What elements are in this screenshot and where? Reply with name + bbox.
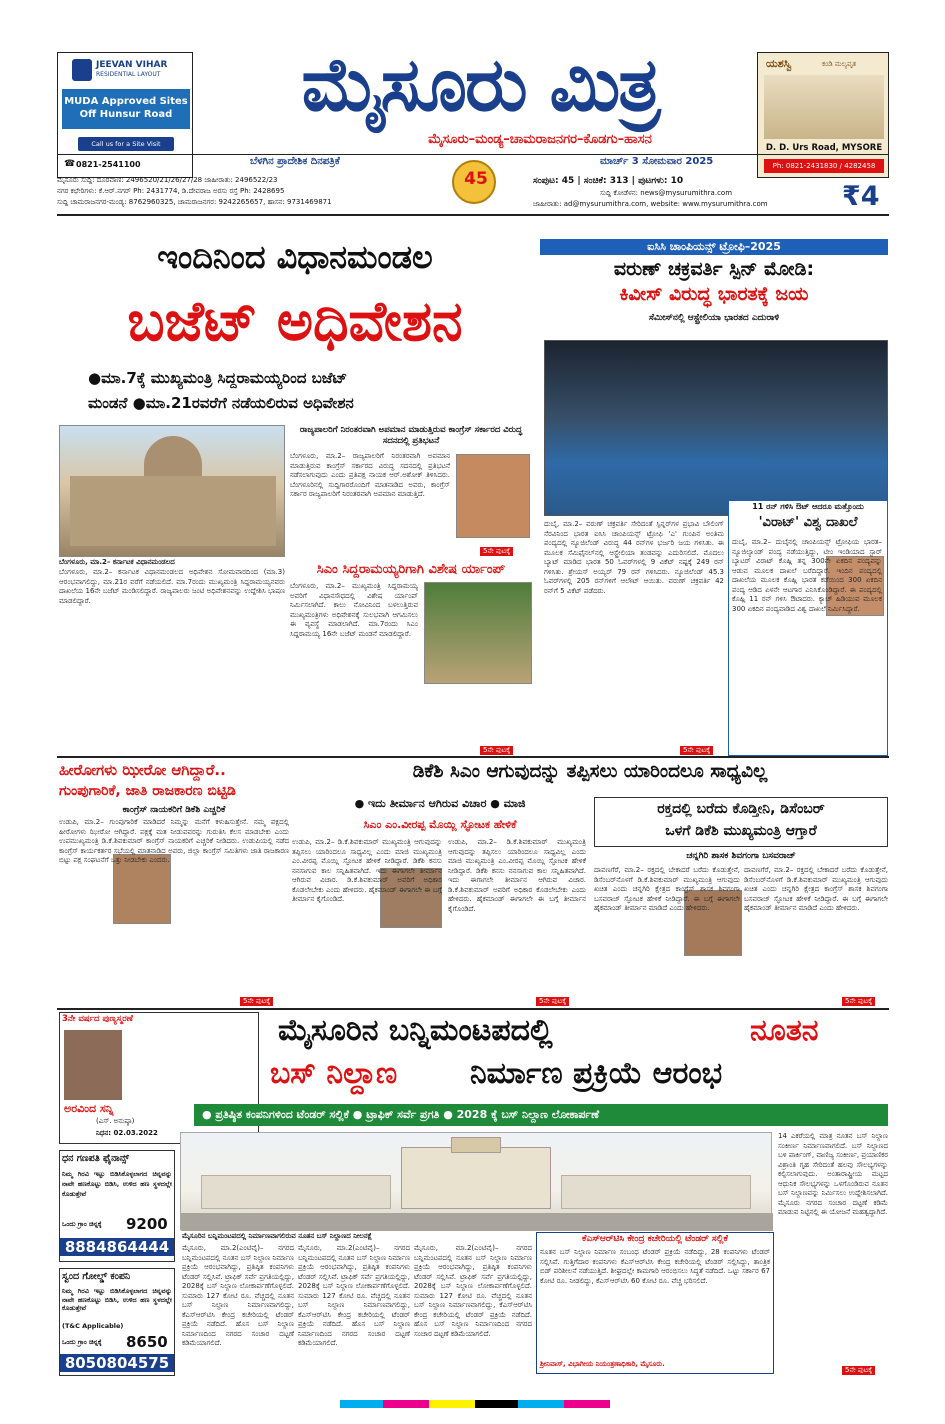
ad-sub: RESIDENTIAL LAYOUT [96, 71, 161, 78]
cricket-sub: ಸೆಮೀಸ್‌ನಲ್ಲಿ ಆಸ್ಟ್ರೇಲಿಯಾ ಭಾರತದ ಎದುರಾಳಿ [648, 313, 780, 323]
ad-finance-2-title: ಸ್ವಂದ ಗೋಲ್ಡ್ ಕಂಪನಿ [62, 1271, 131, 1282]
cricket-body: ದುಬೈ, ಮಾ.2– ವರುಣ್ ಚಕ್ರವರ್ತಿ ಸೇರಿದಂತೆ ಸ್ಪಿನ್ನರ್‌ಗಳ ಪ್ರಭಾವಿ ಬೌಲಿಂಗ್ ನೆರವಿನಿಂದ ಭಾರತ ಐಸಿಸಿ ಚಾಂಪಿಯನ್ಸ್ ಟ್ರೋಫಿ 'ಎ' ಗುಂಪಿನ ಅಂತಿಮ ಪಂದ್ಯದಲ್ಲಿ ನ್ಯೂಜಿಲೆಂಡ್ ವಿರುದ್ಧ 44 ರನ್‌ಗಳ ಭರ್ಜರಿ ಜಯ ಗಳಿಸಿತು. ಈ ಮೂಲಕ ಸೆಮಿಫೈನಲ್‌ನಲ್ಲಿ ಆಸ್ಟ್ರೇಲಿಯಾ ತಂಡವನ್ನು ಎದುರಿಸಲಿದೆ. ಮೊದಲು ಬ್ಯಾಟ್ ಮಾಡಿದ ಭಾರತ 50 ಓವರ್‌ಗಳಲ್ಲಿ 9 ವಿಕೆಟ್ ನಷ್ಟಕ್ಕೆ 249 ರನ್ ಗಳಿಸಿತು. ಶ್ರೇಯಸ್ ಅಯ್ಯರ್ 79 ರನ್ ಗಳಿಸಿದರು. ನ್ಯೂಜಿಲೆಂಡ್ 45.3 ಓವರ್‌ಗಳಲ್ಲಿ 205 ರನ್‌ಗಳಿಗೆ ಆಲೌಟ್ ಆಯಿತು. ವರುಣ್ ಚಕ್ರವರ್ತಿ 42 ರನ್‌ಗೆ 5 ವಿಕೆಟ್ ಪಡೆದರು. [544, 520, 724, 595]
ashok-photo [456, 454, 530, 538]
dk-body-2: ಉಡುಪಿ, ಮಾ.2– ಡಿ.ಕೆ.ಶಿವಕುಮಾರ್ ಮುಖ್ಯಮಂತ್ರಿ ಆಗುವುದನ್ನು ತಪ್ಪಿಸಲು ಯಾರಿಂದಲೂ ಸಾಧ್ಯವಿಲ್ಲ ಎಂದು ಮಾಜಿ ಮುಖ್ಯಮಂತ್ರಿ ಎಂ.ವೀರಪ್ಪ ಮೊಯ್ಲಿ ಸ್ಫೋಟಕ ಹೇಳಿಕೆ ನೀಡಿದ್ದಾರೆ. ಡಿಕೆಶಿ ಕನಸು ನನಸಾಗುವ ಕಾಲ ಸನ್ನಿಹಿತವಾಗಿದೆ. ಇದು ಈಗಾಗಲೇ ತೀರ್ಮಾನ ಆಗಿರುವ ವಿಚಾರ. ಡಿ.ಕೆ.ಶಿವಕುಮಾರ್ ಅವರಿಗೆ ಅಧಿಕಾರ ಕೊಡಲೇಬೇಕು ಎಂದು ಹೇಳಿದರು. ಹೈಕಮಾಂಡ್ ಈಗಾಗಲೇ ಈ ಬಗ್ಗೆ ತೀರ್ಮಾನ ಕೈಗೊಂಡಿದೆ. [448, 838, 586, 913]
bus-body-col-1: ಮೈಸೂರು, ಮಾ.2(ಎಂಟಿವೈ)– ನಗರದ ಬನ್ನಿಮಂಟಪದಲ್ಲಿ ನೂತನ ಬಸ್ ನಿಲ್ದಾಣ ನಿರ್ಮಾಣ ಪ್ರಕ್ರಿಯೆ ಆರಂಭವಾಗಿದ್ದು, ಪ್ರತಿಷ್ಠಿತ ಕಂಪನಿಗಳು ಟೆಂಡರ್ ಸಲ್ಲಿಸಿವೆ. ಟ್ರಾಫಿಕ್ ಸರ್ವೆ ಪ್ರಗತಿಯಲ್ಲಿದ್ದು, 2028ಕ್ಕೆ ಬಸ್ ನಿಲ್ದಾಣ ಲೋಕಾರ್ಪಣೆಗೊಳ್ಳಲಿದೆ. ಸುಮಾರು 127 ಕೋಟಿ ರೂ. ವೆಚ್ಚದಲ್ಲಿ ನೂತನ ಬಸ್ ನಿಲ್ದಾಣ ನಿರ್ಮಾಣವಾಗಲಿದ್ದು, ಕೆಎಸ್ಆರ್‌ಟಿಸಿ ಕೇಂದ್ರ ಕಚೇರಿಯಲ್ಲಿ ಟೆಂಡರ್ ಪ್ರಕ್ರಿಯೆ ನಡೆದಿದೆ. ಹೊಸ ಬಸ್ ನಿಲ್ದಾಣ ನಿರ್ಮಾಣದಿಂದ ನಗರದ ಸಂಚಾರ ದಟ್ಟಣೆ ಕಡಿಮೆಯಾಗಲಿದೆ. [182, 1244, 294, 1347]
ad-headline: MUDA Approved Sites Off Hunsur Road [62, 89, 190, 129]
ad-sub: ಕಂಡಿ ಮಲ್ಯವೃತ [822, 60, 857, 68]
volume-info: ಸಂಪುಟ: 45 | ಸಂಚಿಕೆ: 313 | ಪುಟಗಳು: 10 [533, 176, 684, 186]
ad-phone: Ph: 0821-2431830 / 4282458 [764, 159, 884, 173]
vidhana-soudha-photo [59, 425, 285, 557]
bus-tender-title: ಕೆಎಸ್‌ಆರ್‌ಟಿಸಿ ಕೇಂದ್ರ ಕಚೇರಿಯಲ್ಲಿ ಟೆಂಡರ್ ಸಲ್ಲಿಕೆ [582, 1234, 728, 1244]
bus-tender-body: ನೂತನ ಬಸ್ ನಿಲ್ದಾಣ ನಿರ್ಮಾಣ ಸಂಬಂಧ ಟೆಂಡರ್ ಪ್ರಕ್ರಿಯೆ ನಡೆದಿದ್ದು, 28 ಕಂಪನಿಗಳು ಟೆಂಡರ್ ಸಲ್ಲಿಸಿವೆ. ಗುತ್ತಿಗೆದಾರ ಕಂಪನಿಗಳು ಕೆಎಸ್ಆರ್‌ಟಿಸಿ ಕೇಂದ್ರ ಕಚೇರಿಯಲ್ಲಿ ಟೆಂಡರ್ ಸಲ್ಲಿಸಿದ್ದು, ತಾಂತ್ರಿಕ ಬಿಡ್ ಪರಿಶೀಲನೆ ನಡೆಯುತ್ತಿದೆ. ಶೀಘ್ರದಲ್ಲೇ ಕಾಮಗಾರಿ ಆರಂಭಿಸಲು ಸಿದ್ಧತೆ ನಡೆದಿದೆ. ಒಟ್ಟು ಸರ್ಕಾರ 67 ಕೋಟಿ ರೂ. ನೀಡಲಿದ್ದು, ಕೆಎಸ್ಆರ್‌ಟಿಸಿ 60 ಕೋಟಿ ರೂ. ವೆಚ್ಚ ಭರಿಸಲಿದೆ. [540, 1248, 770, 1285]
lead-subheadline: ರಾಜ್ಯಪಾಲರಿಗೆ ನಿರಂತರವಾಗಿ ಅಪಮಾನ ಮಾಡುತ್ತಿರುವ ಕಾಂಗ್ರೆಸ್ ಸರ್ಕಾರದ ವಿರುದ್ಧ ಸದನದಲ್ಲಿ ಪ್ರತಿಭಟನೆ [299, 425, 523, 446]
blood-sub: ಚನ್ನಗಿರಿ ಶಾಸಕ ಶಿವಗಂಗಾ ಬಸವರಾಜ್ [686, 851, 796, 861]
bus-tender-sign: ಶ್ರೀನಿವಾಸ್, ವಿಭಾಗೀಯ ನಿಯಂತ್ರಣಾಧಿಕಾರಿ, ಮೈಸೂರು. [540, 1360, 665, 1368]
heroes-sub: ಕಾಂಗ್ರೆಸ್ ನಾಯಕರಿಗೆ ಡಿಕೆಶಿ ಎಚ್ಚರಿಕೆ [122, 805, 226, 815]
obituary-role: (ಎಸ್. ಅನುಷ್ಠಾ) [96, 1117, 135, 1125]
bus-headline-1b: ನೂತನ [750, 1013, 819, 1048]
contact-line-2: ನಗರ ಕಛೇರಿಗಳು: ಕೆ.ಆರ್.ನಗರ್ Ph: 2431774, ಡಿ.ದೇವರಾಜ ಅರಸು ರಸ್ತೆ Ph: 2428695 [57, 187, 285, 195]
ad-finance-2-phone: 8050804575 [60, 1354, 174, 1372]
ramp-body: ಬೆಂಗಳೂರು, ಮಾ.2– ಮುಖ್ಯಮಂತ್ರಿ ಸಿದ್ದರಾಮಯ್ಯ ಅವರಿಗೆ ವಿಧಾನಸೌಧದಲ್ಲಿ ವಿಶೇಷ ರ್ಯಾಂಪ್ ನಿರ್ಮಿಸಲಾಗಿದೆ. ಕಾಲು ನೋವಿನಿಂದ ಬಳಲುತ್ತಿರುವ ಮುಖ್ಯಮಂತ್ರಿಗಳು ಅಧಿವೇಶನಕ್ಕೆ ಸುಲಭವಾಗಿ ಆಗಮಿಸಲು ಈ ವ್ಯವಸ್ಥೆ ಮಾಡಲಾಗಿದೆ. ಮಾ.7ರಂದು ಸಿಎಂ ಸಿದ್ದರಾಮಯ್ಯ 16ನೇ ಬಜೆಟ್ ಮಂಡನೆ ಮಾಡಲಿದ್ದಾರೆ. [290, 582, 418, 638]
ad-finance-1-body: ನಿಮ್ಮ ಗಿರವಿ ಇಟ್ಟು ಬಿಡಿಸಿಕೊಳ್ಳಲಾಗದ ಚಿನ್ನವನ್ನು ನಾವೇ ಹಣಕೊಟ್ಟು ಬಿಡಿಸಿ, ಉಳಿದ ಹಣ ಸ್ಥಳದಲ್ಲೇ ಕೊಡುತ್ತೇವೆ [62, 1170, 172, 1198]
registration-marks [340, 1400, 610, 1408]
contact-line-3: ಸುದ್ದಿ ಚಾಮರಾಜನಗರ-ಮಂಡ್ಯ: 8762960325, ಚಾಮರಾಜನಗರ: 9242265657, ಹಾಸನ: 9731469871 [57, 198, 332, 206]
lead-body: ಬೆಂಗಳೂರು, ಮಾ.2– ರಾಜ್ಯಪಾಲರಿಗೆ ನಿರಂತರವಾಗಿ ಅಪಮಾನ ಮಾಡುತ್ತಿರುವ ಕಾಂಗ್ರೆಸ್ ಸರ್ಕಾರದ ವಿರುದ್ಧ ಸದನದಲ್ಲಿ ಪ್ರತಿಭಟನೆ ನಡೆಸಲಾಗುವುದು ಎಂದು ಪ್ರತಿಪಕ್ಷ ನಾಯಕ ಆರ್.ಅಶೋಕ್ ತಿಳಿಸಿದರು. ಬೆಂಗಳೂರಿನಲ್ಲಿ ಸುದ್ದಿಗಾರರೊಂದಿಗೆ ಮಾತನಾಡಿದ ಅವರು, ಕಾಂಗ್ರೆಸ್ ಸರ್ಕಾರ ರಾಜ್ಯಪಾಲರಿಗೆ ನಿರಂತರವಾಗಿ ಅಪಮಾನ ಮಾಡುತ್ತಿದೆ. [290, 452, 450, 498]
ad-finance-1-phone: 8884864444 [60, 1238, 174, 1256]
bus-bar: ● ಪ್ರತಿಷ್ಠಿತ ಕಂಪನಿಗಳಿಂದ ಟೆಂಡರ್ ಸಲ್ಲಿಕೆ ● ಟ್ರಾಫಿಕ್ ಸರ್ವೆ ಪ್ರಗತಿ ● 2028 ಕ್ಕೆ ಬಸ್ ನಿಲ್ದಾಣ ಲೋಕಾರ್ಪಣೆ [194, 1104, 888, 1126]
masthead-title: ಮೈಸೂರು ಮಿತ್ರ [301, 42, 659, 128]
blood-continued: 5ನೇ ಪುಟಕ್ಕೆ [842, 997, 875, 1006]
lead-continued: 5ನೇ ಪುಟಕ್ಕೆ [480, 547, 513, 556]
cricket-headline-2: ಕಿವೀಸ್ ವಿರುದ್ಧ ಭಾರತಕ್ಕೆ ಜಯ [619, 283, 809, 305]
virat-body: ದುಬೈ, ಮಾ.2– ದುಬೈನಲ್ಲಿ ಚಾಂಪಿಯನ್ಸ್ ಟ್ರೋಫಿಯ ಭಾರತ–ನ್ಯೂಜಿಲ್ಯಾಂಡ್ ಪಂದ್ಯ ನಡೆಯುತ್ತಿದ್ದು, ಟೀಂ ಇಂಡಿಯಾದ ಸ್ಟಾರ್ ಬ್ಯಾಟರ್ ವಿರಾಟ್ ಕೊಹ್ಲಿ ತನ್ನ 300ನೇ ಏಕದಿನ ಪಂದ್ಯವನ್ನು ಆಡುವ ಮೂಲಕ ದಾಖಲೆ ಬರೆದಿದ್ದಾರೆ. ಇಂದಿನ ಪಂದ್ಯದಲ್ಲಿ ದಾಖಲೆಯ ಮೂಲಕ ಕೊಹ್ಲಿ ಭಾರತ ಕಡೆಯಿಂದ 300 ಏಕದಿನ ಪಂದ್ಯ ಆಡಿದ ಏಳನೇ ಆಟಗಾರ ಎನಿಸಿಕೊಂಡಿದ್ದಾರೆ. ಈ ಪಂದ್ಯದಲ್ಲಿ ಕೊಹ್ಲಿ 11 ರನ್ ಗಳಿಸಿ ಔಟಾದರು. ಕ್ಯಾಚ್ ಹಿಡಿಯುವ ಮೂಲಕ 300 ಏಕದಿನ ಪಂದ್ಯವಾಡಿದ ವಿಶ್ವ ದಾಖಲೆ ನಿರ್ಮಿಸಿದ್ದಾರೆ. [732, 538, 882, 613]
dk-continued: 5ನೇ ಪುಟಕ್ಕೆ [536, 997, 569, 1006]
lead-bullet-1: ●ಮಾ.7ಕ್ಕೆ ಮುಖ್ಯಮಂತ್ರಿ ಸಿದ್ದರಾಮಯ್ಯರಿಂದ ಬಜೆಟ್ [88, 369, 348, 387]
ramp-body-2 [424, 688, 532, 742]
ad-finance-1-rate: 9200 [126, 1215, 168, 1233]
heroes-headline-2: ಗುಂಪುಗಾರಿಕೆ, ಜಾತಿ ರಾಜಕಾರಣ ಬಿಟ್ಟಿಡಿ [59, 783, 236, 799]
bus-headline-2a: ಬಸ್ ನಿಲ್ದಾಣ [270, 1056, 398, 1091]
bus-body-col-3: ಮೈಸೂರು, ಮಾ.2(ಎಂಟಿವೈ)– ನಗರದ ಬನ್ನಿಮಂಟಪದಲ್ಲಿ ನೂತನ ಬಸ್ ನಿಲ್ದಾಣ ನಿರ್ಮಾಣ ಪ್ರಕ್ರಿಯೆ ಆರಂಭವಾಗಿದ್ದು, ಪ್ರತಿಷ್ಠಿತ ಕಂಪನಿಗಳು ಟೆಂಡರ್ ಸಲ್ಲಿಸಿವೆ. ಟ್ರಾಫಿಕ್ ಸರ್ವೆ ಪ್ರಗತಿಯಲ್ಲಿದ್ದು, 2028ಕ್ಕೆ ಬಸ್ ನಿಲ್ದಾಣ ಲೋಕಾರ್ಪಣೆಗೊಳ್ಳಲಿದೆ. ಸುಮಾರು 127 ಕೋಟಿ ರೂ. ವೆಚ್ಚದಲ್ಲಿ ನೂತನ ಬಸ್ ನಿಲ್ದಾಣ ನಿರ್ಮಾಣವಾಗಲಿದ್ದು, ಕೆಎಸ್ಆರ್‌ಟಿಸಿ ಕೇಂದ್ರ ಕಚೇರಿಯಲ್ಲಿ ಟೆಂಡರ್ ಪ್ರಕ್ರಿಯೆ ನಡೆದಿದೆ. ಹೊಸ ಬಸ್ ನಿಲ್ದಾಣ ನಿರ್ಮಾಣದಿಂದ ನಗರದ ಸಂಚಾರ ದಟ್ಟಣೆ ಕಡಿಮೆಯಾಗಲಿದೆ. [414, 1244, 532, 1338]
ad-brand: ಯಶಸ್ವಿ [766, 57, 792, 70]
blood-headline-1: ರಕ್ತದಲ್ಲಿ ಬರೆದು ಕೊಡ್ತೀನಿ, ಡಿಸೆಂಬರ್ [657, 801, 825, 817]
obituary-title: 3ನೇ ವರ್ಷದ ಪುಣ್ಯಸ್ಮರಣೆ [62, 1014, 133, 1024]
blood-body-2: ದಾವಣಗೆರೆ, ಮಾ.2– ರಕ್ತದಲ್ಲಿ ಬೇಕಾದರೆ ಬರೆದು ಕೊಡುತ್ತೇನೆ, ಡಿಸೆಂಬರ್‌ನೊಳಗೆ ಡಿ.ಕೆ.ಶಿವಕುಮಾರ್ ಮುಖ್ಯಮಂತ್ರಿ ಆಗುವುದು ಖಚಿತ ಎಂದು ಚನ್ನಗಿರಿ ಕ್ಷೇತ್ರದ ಕಾಂಗ್ರೆಸ್ ಶಾಸಕ ಶಿವಗಂಗಾ ಬಸವರಾಜ್ ಸ್ಫೋಟಕ ಹೇಳಿಕೆ ನೀಡಿದ್ದಾರೆ. ಈ ಬಗ್ಗೆ ಈಗಾಗಲೇ ಹೈಕಮಾಂಡ್ ತೀರ್ಮಾನ ಮಾಡಿದೆ ಎಂದು ಹೇಳಿದರು. [744, 866, 888, 912]
cricket-team-photo [544, 340, 888, 516]
obituary-text [128, 1028, 254, 1112]
bus-caption: ಮೈಸೂರಿನ ಬನ್ನಿಮಂಟಪದಲ್ಲಿ ನಿರ್ಮಾಣವಾಗಲಿರುವ ನೂತನ ಬಸ್ ನಿಲ್ದಾಣದ ನೀಲನಕ್ಷೆ [182, 1232, 373, 1240]
masthead-regions: ಮೈಸೂರು–ಮಂಡ್ಯ–ಚಾಮರಾಜನಗರ–ಕೊಡಗು–ಹಾಸನ [428, 132, 652, 147]
bus-headline-2b: ನಿರ್ಮಾಣ ಪ್ರಕ್ರಿಯೆ ಆರಂಭ [470, 1056, 723, 1091]
ad-finance-1-title: ಧನ ಗಣಪತಿ ಫೈನಾನ್ಸ್ [62, 1153, 130, 1164]
bus-body-col-2: ಮೈಸೂರು, ಮಾ.2(ಎಂಟಿವೈ)– ನಗರದ ಬನ್ನಿಮಂಟಪದಲ್ಲಿ ನೂತನ ಬಸ್ ನಿಲ್ದಾಣ ನಿರ್ಮಾಣ ಪ್ರಕ್ರಿಯೆ ಆರಂಭವಾಗಿದ್ದು, ಪ್ರತಿಷ್ಠಿತ ಕಂಪನಿಗಳು ಟೆಂಡರ್ ಸಲ್ಲಿಸಿವೆ. ಟ್ರಾಫಿಕ್ ಸರ್ವೆ ಪ್ರಗತಿಯಲ್ಲಿದ್ದು, 2028ಕ್ಕೆ ಬಸ್ ನಿಲ್ದಾಣ ಲೋಕಾರ್ಪಣೆಗೊಳ್ಳಲಿದೆ. ಸುಮಾರು 127 ಕೋಟಿ ರೂ. ವೆಚ್ಚದಲ್ಲಿ ನೂತನ ಬಸ್ ನಿಲ್ದಾಣ ನಿರ್ಮಾಣವಾಗಲಿದ್ದು, ಕೆಎಸ್ಆರ್‌ಟಿಸಿ ಕೇಂದ್ರ ಕಚೇರಿಯಲ್ಲಿ ಟೆಂಡರ್ ಪ್ರಕ್ರಿಯೆ ನಡೆದಿದೆ. ಹೊಸ ಬಸ್ ನಿಲ್ದಾಣ ನಿರ್ಮಾಣದಿಂದ ನಗರದ ಸಂಚಾರ ದಟ್ಟಣೆ ಕಡಿಮೆಯಾಗಲಿದೆ. [298, 1244, 410, 1347]
ramp-photo [424, 582, 532, 684]
lead-caption: ಬೆಂಗಳೂರು, ಮಾ.2– ಕರ್ನಾಟಕ ವಿಧಾನಮಂಡಲದ [59, 558, 175, 566]
cricket-continued: 5ನೇ ಪುಟಕ್ಕೆ [680, 746, 713, 755]
ad-address: D. D. Urs Road, MYSORE [765, 143, 883, 153]
ad-phone: 0821-2541100 [76, 160, 141, 169]
email-line-2: ಜಾಹೀರಾತು: ad@mysurumithra.com, website: www.mysurumithra.com [533, 200, 768, 208]
lead-body-2: ಬೆಂಗಳೂರು, ಮಾ.2– ಕರ್ನಾಟಕ ವಿಧಾನಮಂಡಲದ ಅಧಿವೇಶನ ಸೋಮವಾರದಿಂದ (ಮಾ.3) ಆರಂಭವಾಗಲಿದ್ದು, ಮಾ.21ರ ವರೆಗೆ ನಡೆಯಲಿದೆ. ಮಾ.7ರಂದು ಮುಖ್ಯಮಂತ್ರಿ ಸಿದ್ದರಾಮಯ್ಯನವರು ದಾಖಲೆಯ 16ನೇ ಬಜೆಟ್ ಮಂಡಿಸಲಿದ್ದಾರೆ. ರಾಜ್ಯಪಾಲರು ಜಂಟಿ ಅಧಿವೇಶನವನ್ನು ಉದ್ದೇಶಿಸಿ ಭಾಷಣ ಮಾಡಲಿದ್ದಾರೆ. [59, 568, 285, 605]
ad-finance-1-rate-label: ಒಂದು ಗ್ರಾಂ ಚಿನ್ನಕ್ಕೆ [62, 1220, 102, 1228]
heroes-body: ಉಡುಪಿ, ಮಾ.2– ಗುಂಪುಗಾರಿಕೆ ಮಾಡಿದರೆ ನಿಮ್ಮನ್ನು ಮನೆಗೆ ಕಳುಹಿಸುತ್ತೇನೆ. ನಮ್ಮ ಪಕ್ಷದಲ್ಲಿ ಹೀರೋಗಳು ಝೀರೋ ಆಗಿದ್ದಾರೆ. ಪಕ್ಷಕ್ಕೆ ಮತ ನೀಡುವವರನ್ನು ಗುರುತಿಸಿ ಕೆಲಸ ಮಾಡಬೇಕು ಎಂದು ಉಪಮುಖ್ಯಮಂತ್ರಿ ಡಿ.ಕೆ.ಶಿವಕುಮಾರ್ ಕಾಂಗ್ರೆಸ್ ನಾಯಕರಿಗೆ ಎಚ್ಚರಿಕೆ ನೀಡಿದರು. ಉಡುಪಿಯಲ್ಲಿ ನಡೆದ ಕಾಂಗ್ರೆಸ್ ಕಾರ್ಯಕರ್ತರ ಸಭೆಯಲ್ಲಿ ಮಾತನಾಡಿದ ಅವರು, ಜಿಲ್ಲಾ ಕಾಂಗ್ರೆಸ್ ಸಮಿತಿಗಳು ಜಾತಿ ರಾಜಕಾರಣ ಬಿಟ್ಟು ಪಕ್ಷ ಸಂಘಟನೆಗೆ ಒತ್ತು ನೀಡಬೇಕು ಎಂದರು. [59, 818, 289, 864]
masthead-tagline: ಬೆಳಗಿನ ಪ್ರಾದೇಶಿಕ ದಿನಪತ್ರಿಕೆ [250, 156, 340, 167]
cricket-banner: ಐಸಿಸಿ ಚಾಂಪಿಯನ್ಸ್ ಟ್ರೋಫಿ–2025 [540, 239, 888, 255]
ad-finance-2-rate: 8650 [126, 1333, 168, 1351]
contact-line-1: ಮೈಸೂರು ಸುದ್ದಿ: ದೂರವಾಣಿ: 2496520/21/26/27/28 ಜಾಹೀರಾತು: 2496522/23 [57, 176, 278, 184]
obituary-name: ಅರವಿಂದ ಸನ್ನಿ [64, 1102, 114, 1115]
ad-yashasvi [757, 52, 889, 178]
dk-sub: ಸಿಎಂ ಎಂ.ವೀರಪ್ಪ ಮೊಯ್ಲಿ ಸ್ಫೋಟಕ ಹೇಳಿಕೆ [363, 818, 517, 831]
dk-body: ಉಡುಪಿ, ಮಾ.2– ಡಿ.ಕೆ.ಶಿವಕುಮಾರ್ ಮುಖ್ಯಮಂತ್ರಿ ಆಗುವುದನ್ನು ತಪ್ಪಿಸಲು ಯಾರಿಂದಲೂ ಸಾಧ್ಯವಿಲ್ಲ ಎಂದು ಮಾಜಿ ಮುಖ್ಯಮಂತ್ರಿ ಎಂ.ವೀರಪ್ಪ ಮೊಯ್ಲಿ ಸ್ಫೋಟಕ ಹೇಳಿಕೆ ನೀಡಿದ್ದಾರೆ. ಡಿಕೆಶಿ ಕನಸು ನನಸಾಗುವ ಕಾಲ ಸನ್ನಿಹಿತವಾಗಿದೆ. ಇದು ಈಗಾಗಲೇ ತೀರ್ಮಾನ ಆಗಿರುವ ವಿಚಾರ. ಡಿ.ಕೆ.ಶಿವಕುಮಾರ್ ಅವರಿಗೆ ಅಧಿಕಾರ ಕೊಡಲೇಬೇಕು ಎಂದು ಹೇಳಿದರು. ಹೈಕಮಾಂಡ್ ಈಗಾಗಲೇ ಈ ಬಗ್ಗೆ ತೀರ್ಮಾನ ಕೈಗೊಂಡಿದೆ. [292, 838, 442, 903]
masthead-date: ಮಾರ್ಚ್ 3 ಸೋಮವಾರ 2025 [600, 156, 714, 167]
obituary-photo [64, 1030, 122, 1100]
virat-headline: 'ವಿರಾಟ್' ವಿಶ್ವ ದಾಖಲೆ [758, 515, 858, 530]
ad-brand: JEEVAN VIHAR [96, 60, 168, 70]
bus-stand-rendering [180, 1132, 772, 1230]
dk-bullet: ● ಇದು ತೀರ್ಮಾನ ಆಗಿರುವ ವಿಚಾರ ● ಮಾಜಿ [354, 797, 526, 810]
ramp-headline: ಸಿಎಂ ಸಿದ್ದರಾಮಯ್ಯರಿಗಾಗಿ ವಿಶೇಷ ರ್ಯಾಂಪ್ [316, 562, 506, 577]
blood-headline-2: ಒಳಗೆ ಡಿಕೆಶಿ ಮುಖ್ಯಮಂತ್ರಿ ಆಗ್ತಾರೆ [665, 823, 817, 839]
price: ₹4 [842, 181, 880, 212]
bus-side-body: 14 ಎಕರೆಯಲ್ಲಿ ಮಾತ್ರ ನೂತನ ಬಸ್ ನಿಲ್ದಾಣ ಸಂಕೀರ್ಣ ನಿರ್ಮಾಣವಾಗಲಿದೆ. ಬಸ್ ನಿಲ್ದಾಣದ ಬಳಿ ಪಾರ್ಕಿಂಗ್, ವಾಣಿಜ್ಯ ಸಂಕೀರ್ಣ, ಪ್ರಯಾಣಿಕರ ವಿಶ್ರಾಂತಿ ಗೃಹ ಸೇರಿದಂತೆ ಹಲವು ಸೌಲಭ್ಯಗಳನ್ನು ಕಲ್ಪಿಸಲಾಗುವುದು. ಅಂತಾರಾಷ್ಟ್ರೀಯ ಮಟ್ಟದ ಆಧುನಿಕ ಸೌಲಭ್ಯಗಳನ್ನು ಒಳಗೊಂಡಿರುವ ನೂತನ ಬಸ್ ನಿಲ್ದಾಣವನ್ನು ನಿರ್ಮಿಸಲು ಉದ್ದೇಶಿಸಲಾಗಿದೆ. ಮೈಸೂರು ನಗರದ ಸಂಚಾರ ದಟ್ಟಣೆ ಕಡಿಮೆ ಮಾಡುವ ನಿಟ್ಟಿನಲ್ಲಿ ಈ ಯೋಜನೆ ಮಹತ್ವದ್ದಾಗಿದೆ. [778, 1132, 888, 1216]
ad-finance-2-rate-label: ಒಂದು ಗ್ರಾಂ ಚಿನ್ನಕ್ಕೆ [62, 1338, 102, 1346]
lead-bullet-2: ಮಂಡನೆ ●ಮಾ.21ರವರೆಗೆ ನಡೆಯಲಿರುವ ಅಧಿವೇಶನ [88, 394, 354, 412]
ad-cta: Call us for a Site Visit [78, 137, 174, 151]
ad-store-image [764, 75, 884, 139]
cricket-headline-1: ವರುಣ್ ಚಕ್ರವರ್ತಿ ಸ್ಪಿನ್ ಮೋಡಿ: [613, 258, 815, 280]
obituary-date: ನಿಧನ: 02.03.2022 [96, 1129, 158, 1137]
lead-kicker: ಇಂದಿನಿಂದ ವಿಧಾನಮಂಡಲ [157, 238, 433, 276]
bus-headline-1a: ಮೈಸೂರಿನ ಬನ್ನಿಮಂಟಪದಲ್ಲಿ [278, 1013, 553, 1048]
anniversary-number: 45 [464, 169, 488, 189]
ad-finance-2-tc: (T&C Applicable) [62, 1322, 124, 1330]
ramp-continued: 5ನೇ ಪುಟಕ್ಕೆ [480, 746, 513, 755]
bus-continued: 5ನೇ ಪುಟಕ್ಕೆ [842, 1366, 875, 1375]
virat-kicker: 11 ರನ್ ಗಳಿಸಿ ಔಟ್ ಆದರೂ ಮತ್ತೊಂದು [752, 502, 864, 511]
ad-finance-2-body: ನಿಮ್ಮ ಗಿರವಿ ಇಟ್ಟು ಬಿಡಿಸಿಕೊಳ್ಳಲಾಗದ ಚಿನ್ನವನ್ನು ನಾವೇ ಹಣಕೊಟ್ಟು ಬಿಡಿಸಿ, ಉಳಿದ ಹಣ ಸ್ಥಳದಲ್ಲೇ ಕೊಡುತ್ತೇವೆ [62, 1287, 172, 1312]
ad-jeevan-vihar [57, 52, 193, 178]
dk-headline: ಡಿಕೆಶಿ ಸಿಎಂ ಆಗುವುದನ್ನು ತಪ್ಪಿಸಲು ಯಾರಿಂದಲೂ ಸಾಧ್ಯವಿಲ್ಲ [412, 761, 768, 782]
lead-headline: ಬಜೆಟ್ ಅಧಿವೇಶನ [127, 288, 463, 353]
ad-logo [72, 59, 92, 81]
email-line-1: ಸುದ್ದಿ ಕೋಡೆಳನ: news@mysurumithra.com [600, 189, 733, 197]
phone-icon: ☎ [64, 159, 76, 169]
heroes-headline-1: ಹೀರೋಗಳು ಝೀರೋ ಆಗಿದ್ದಾರೆ.. [59, 761, 226, 779]
heroes-continued: 5ನೇ ಪುಟಕ್ಕೆ [240, 997, 273, 1006]
blood-body: ದಾವಣಗೆರೆ, ಮಾ.2– ರಕ್ತದಲ್ಲಿ ಬೇಕಾದರೆ ಬರೆದು ಕೊಡುತ್ತೇನೆ, ಡಿಸೆಂಬರ್‌ನೊಳಗೆ ಡಿ.ಕೆ.ಶಿವಕುಮಾರ್ ಮುಖ್ಯಮಂತ್ರಿ ಆಗುವುದು ಖಚಿತ ಎಂದು ಚನ್ನಗಿರಿ ಕ್ಷೇತ್ರದ ಕಾಂಗ್ರೆಸ್ ಶಾಸಕ ಶಿವಗಂಗಾ ಬಸವರಾಜ್ ಸ್ಫೋಟಕ ಹೇಳಿಕೆ ನೀಡಿದ್ದಾರೆ. ಈ ಬಗ್ಗೆ ಈಗಾಗಲೇ ಹೈಕಮಾಂಡ್ ತೀರ್ಮಾನ ಮಾಡಿದೆ ಎಂದು ಹೇಳಿದರು. [594, 866, 740, 912]
